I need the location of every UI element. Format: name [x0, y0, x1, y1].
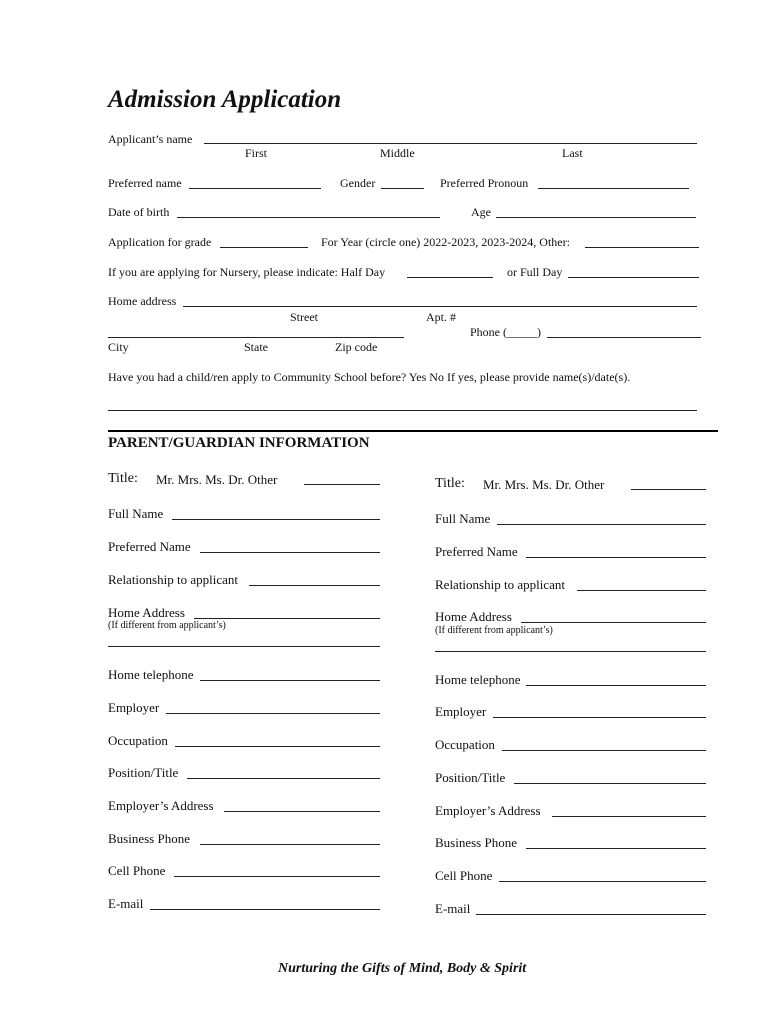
phone-field[interactable]: [547, 337, 701, 338]
g2-full-name-field[interactable]: [497, 524, 706, 525]
g2-title-label: Title:: [435, 476, 465, 491]
g1-home-telephone-label: Home telephone: [108, 667, 194, 682]
full-day-field[interactable]: [568, 277, 699, 278]
g1-home-address-label: Home Address: [108, 605, 185, 620]
g2-relationship-label: Relationship to applicant: [435, 577, 565, 592]
year-other-field[interactable]: [585, 247, 699, 248]
g1-cell-phone-label: Cell Phone: [108, 863, 166, 878]
g2-relationship-field[interactable]: [577, 590, 706, 591]
apt-caption: Apt. #: [426, 310, 456, 324]
g2-occupation-field[interactable]: [502, 750, 706, 751]
page-title: Admission Application: [108, 86, 342, 113]
g1-full-name-field[interactable]: [172, 519, 380, 520]
g1-employer-field[interactable]: [166, 713, 380, 714]
g1-business-phone-field[interactable]: [200, 844, 380, 845]
g2-home-address-line2[interactable]: [435, 651, 706, 652]
g2-employer-address-label: Employer’s Address: [435, 803, 541, 818]
g2-position-label: Position/Title: [435, 770, 506, 785]
g2-business-phone-field[interactable]: [526, 848, 706, 849]
g1-home-address-line2[interactable]: [108, 646, 380, 647]
home-address-label: Home address: [108, 294, 177, 308]
g1-relationship-field[interactable]: [249, 585, 380, 586]
prior-application-label: Have you had a child/ren apply to Community School before? Yes No If yes, please provide name(s)/date(s).: [108, 370, 631, 384]
g2-title-options[interactable]: Mr. Mrs. Ms. Dr. Other: [483, 477, 605, 492]
last-caption: Last: [562, 146, 583, 160]
g2-home-address-label: Home Address: [435, 609, 512, 624]
g1-email-field[interactable]: [150, 909, 380, 910]
full-day-label: or Full Day: [507, 265, 563, 279]
g1-occupation-field[interactable]: [175, 746, 380, 747]
pronoun-field[interactable]: [538, 188, 689, 189]
g2-home-telephone-field[interactable]: [526, 685, 706, 686]
applicant-name-label: Applicant’s name: [108, 132, 193, 146]
gender-label: Gender: [340, 176, 376, 190]
year-label: For Year (circle one) 2022-2023, 2023-2024, Other:: [321, 235, 570, 249]
g1-preferred-name-label: Preferred Name: [108, 539, 191, 554]
g1-employer-address-field[interactable]: [224, 811, 380, 812]
pronoun-label: Preferred Pronoun: [440, 176, 529, 190]
nursery-label: If you are applying for Nursery, please indicate: Half Day: [108, 265, 386, 279]
g2-preferred-name-label: Preferred Name: [435, 544, 518, 559]
g2-employer-label: Employer: [435, 704, 487, 719]
middle-caption: Middle: [380, 146, 415, 160]
g1-occupation-label: Occupation: [108, 733, 168, 748]
dob-label: Date of birth: [108, 205, 170, 219]
g1-title-other-field[interactable]: [304, 484, 380, 485]
phone-label: Phone (_____): [470, 325, 541, 339]
g1-employer-address-label: Employer’s Address: [108, 798, 214, 813]
g2-title-other-field[interactable]: [631, 489, 706, 490]
age-field[interactable]: [496, 217, 696, 218]
g2-email-field[interactable]: [476, 914, 706, 915]
city-state-zip-field[interactable]: [108, 337, 404, 338]
g1-title-label: Title:: [108, 471, 138, 486]
g1-title-options[interactable]: Mr. Mrs. Ms. Dr. Other: [156, 472, 278, 487]
g1-position-field[interactable]: [187, 778, 380, 779]
grade-field[interactable]: [220, 247, 308, 248]
footer-motto: Nurturing the Gifts of Mind, Body & Spirit: [278, 961, 527, 976]
zip-caption: Zip code: [335, 340, 378, 354]
dob-field[interactable]: [177, 217, 440, 218]
parent-section-heading: PARENT/GUARDIAN INFORMATION: [108, 435, 370, 451]
g2-if-different-note: (If different from applicant’s): [435, 625, 553, 636]
g1-relationship-label: Relationship to applicant: [108, 572, 238, 587]
prior-application-field[interactable]: [108, 410, 697, 411]
preferred-name-label: Preferred name: [108, 176, 182, 190]
half-day-field[interactable]: [407, 277, 493, 278]
g2-cell-phone-label: Cell Phone: [435, 868, 493, 883]
g1-position-label: Position/Title: [108, 765, 179, 780]
g1-home-telephone-field[interactable]: [200, 680, 380, 681]
g2-occupation-label: Occupation: [435, 737, 495, 752]
g2-business-phone-label: Business Phone: [435, 835, 517, 850]
g2-employer-field[interactable]: [493, 717, 706, 718]
g2-cell-phone-field[interactable]: [499, 881, 706, 882]
g1-full-name-label: Full Name: [108, 506, 164, 521]
g1-preferred-name-field[interactable]: [200, 552, 380, 553]
g1-email-label: E-mail: [108, 896, 144, 911]
preferred-name-field[interactable]: [189, 188, 321, 189]
section-divider: [108, 430, 718, 432]
state-caption: State: [244, 340, 268, 354]
gender-field[interactable]: [381, 188, 424, 189]
g1-if-different-note: (If different from applicant’s): [108, 620, 226, 631]
street-caption: Street: [290, 310, 318, 324]
g1-employer-label: Employer: [108, 700, 160, 715]
first-caption: First: [245, 146, 268, 160]
g1-home-address-field[interactable]: [194, 618, 380, 619]
g2-home-telephone-label: Home telephone: [435, 672, 521, 687]
grade-label: Application for grade: [108, 235, 212, 249]
g1-business-phone-label: Business Phone: [108, 831, 190, 846]
g2-preferred-name-field[interactable]: [526, 557, 706, 558]
g2-home-address-field[interactable]: [521, 622, 706, 623]
age-label: Age: [471, 205, 491, 219]
g2-employer-address-field[interactable]: [552, 816, 706, 817]
g2-email-label: E-mail: [435, 901, 471, 916]
g1-cell-phone-field[interactable]: [174, 876, 380, 877]
home-address-field[interactable]: [183, 306, 697, 307]
city-caption: City: [108, 340, 129, 354]
g2-full-name-label: Full Name: [435, 511, 491, 526]
g2-position-field[interactable]: [514, 783, 706, 784]
applicant-name-field[interactable]: [204, 143, 697, 144]
